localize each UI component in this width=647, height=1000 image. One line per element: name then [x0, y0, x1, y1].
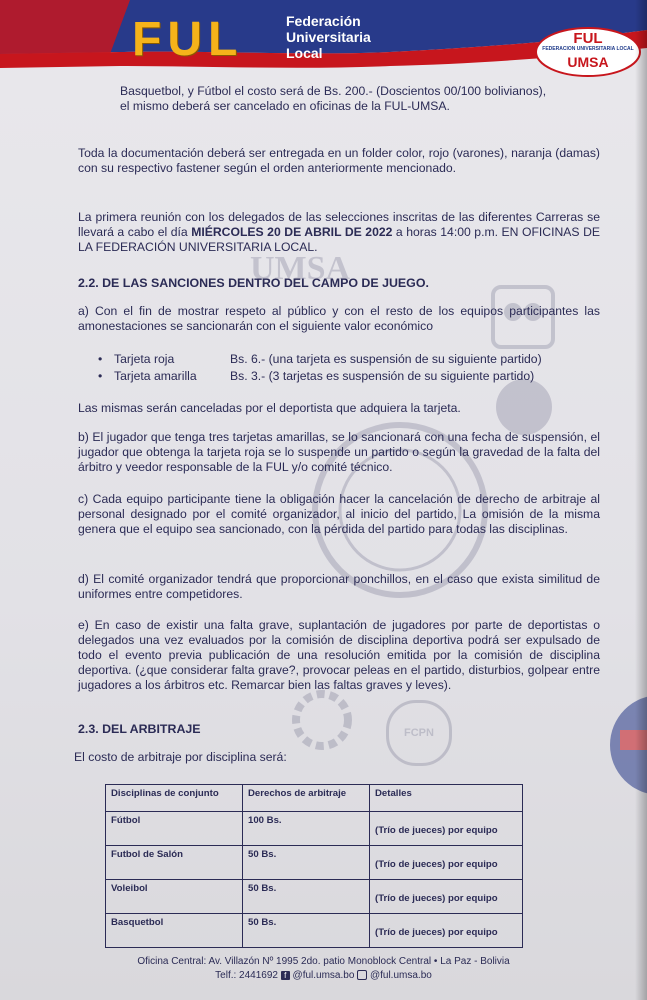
discipline-cell: Futbol de Salón [106, 846, 243, 880]
paragraph-first-meeting [78, 210, 600, 255]
text-line: Basquetbol, y Fútbol el costo será de Bs. 200.- (Doscientos 00/100 bolivianos), [120, 84, 547, 98]
gear-watermark-icon [292, 690, 352, 750]
fee-cell: 50 Bs. [243, 846, 370, 880]
detail-text: (Trío de jueces) por equipo [375, 927, 498, 938]
meeting-text: La primera reunión con los delegados de las selecciones inscritas de las diferentes Carreras se llevará a cabo el día [78, 210, 600, 239]
table-row [106, 812, 523, 846]
instagram-icon [357, 970, 367, 980]
facebook-icon: f [281, 971, 290, 980]
paragraph-sanction-e: e) En caso de existir una falta grave, suplantación de jugadores por parte de deportistas o delegados una vez evaluados por la comisión de disciplina deportiva podrá ser expulsado de todo el evento previa publicación de una resolución emitida por la comisión de disciplina deportiva. (¿que considerar falta grave?, provocar peleas en el partido, disturbios, golpear entre jugadores a los árbitros etc. Remarcar bien las faltas graves y leves). [78, 618, 600, 692]
organization-name [286, 13, 371, 61]
table-row [106, 914, 523, 948]
detail-cell [370, 914, 523, 948]
office-address: Oficina Central: Av. Villazón Nº 1995 2do. patio Monoblock Central • La Paz - Bolivia [137, 956, 510, 967]
paragraph-sanction-d: d) El comité organizador tendrá que proporcionar ponchillos, en el caso que exista similitud de uniformes entre competidores. [78, 572, 600, 601]
column-header: Derechos de arbitraje [243, 785, 370, 812]
contact-line [0, 969, 647, 983]
fee-cell: 50 Bs. [243, 914, 370, 948]
text-line: el mismo deberá ser cancelado en oficinas de la FUL-UMSA. [120, 99, 450, 113]
facebook-handle: @ful.umsa.bo [292, 970, 355, 981]
detail-cell [370, 880, 523, 914]
badge-subtitle: FEDERACION UNIVERSITARIA LOCAL [542, 46, 634, 52]
list-item [98, 369, 598, 384]
detail-text: (Trío de jueces) por equipo [375, 859, 498, 870]
org-name-line: Federación [286, 13, 361, 29]
card-value: Bs. 6.- (una tarjeta es suspensión de su siguiente partido) [230, 352, 542, 366]
detail-cell [370, 846, 523, 880]
discipline-cell: Voleibol [106, 880, 243, 914]
instagram-handle: @ful.umsa.bo [369, 970, 432, 981]
card-value: Bs. 3.- (3 tarjetas es suspensión de su siguiente partido) [230, 369, 535, 383]
ful-logo-text: FUL [132, 13, 244, 66]
umsa-watermark: UMSA [250, 250, 351, 287]
paragraph-sanction-a: a) Con el fin de mostrar respeto al público y con el resto de los equipos participantes las amonestaciones se sancionarán con el siguiente valor económico [78, 304, 600, 333]
section-heading-sanctions: 2.2. DE LAS SANCIONES DENTRO DEL CAMPO DE JUEGO. [78, 276, 429, 290]
detail-text: (Trío de jueces) por equipo [375, 825, 498, 836]
page-edge-shadow [635, 0, 647, 1000]
detail-text: (Trío de jueces) por equipo [375, 893, 498, 904]
badge-umsa-text: UMSA [567, 54, 609, 70]
section-heading-refereeing: 2.3. DEL ARBITRAJE [78, 722, 201, 736]
column-header: Disciplinas de conjunto [106, 785, 243, 812]
table-row [106, 846, 523, 880]
paragraph-card-payment: Las mismas serán canceladas por el deportista que adquiera la tarjeta. [78, 401, 461, 415]
paragraph-sanction-b: b) El jugador que tenga tres tarjetas amarillas, se lo sancionará con una fecha de suspensión, el jugador que obtenga la tarjeta roja se lo suspende un partido o según la gravedad de la falta del árbitro y veedor responsable de la FUL y/o comité técnico. [78, 430, 600, 474]
bullet-icon: • [98, 369, 103, 383]
refereeing-fee-table [105, 784, 523, 948]
table-row [106, 880, 523, 914]
table-header-row [106, 785, 523, 812]
phone-number: Telf.: 2441692 [215, 970, 278, 981]
fcpn-watermark: FCPN [386, 700, 452, 766]
badge-ful-text: FUL [573, 30, 603, 47]
paragraph-registration-cost [120, 84, 600, 114]
discipline-cell: Basquetbol [106, 914, 243, 948]
ful-umsa-badge [536, 30, 640, 74]
column-header: Detalles [370, 785, 523, 812]
list-item [98, 352, 598, 367]
card-name: Tarjeta roja [114, 352, 175, 366]
bullet-icon: • [98, 352, 103, 366]
letterhead [0, 0, 647, 78]
fee-cell: 100 Bs. [243, 812, 370, 846]
paragraph-refereeing-cost: El costo de arbitraje por disciplina será: [74, 750, 287, 764]
paragraph-sanction-c: c) Cada equipo participante tiene la obligación hacer la cancelación de derecho de arbitraje al personal designado por el comité organizador, al inicio del partido, La omisión de la misma genera que el equipo sea sancionado, con la pérdida del partido para todas las disciplinas. [78, 492, 600, 536]
fee-cell: 50 Bs. [243, 880, 370, 914]
card-name: Tarjeta amarilla [114, 369, 197, 383]
paragraph-documentation: Toda la documentación deberá ser entregada en un folder color, rojo (varones), naranja (damas) con su respectivo fastener según el orden anteriormente mencionado. [78, 146, 600, 175]
discipline-cell: Fútbol [106, 812, 243, 846]
detail-cell [370, 812, 523, 846]
org-name-line: Local [286, 45, 323, 61]
meeting-date: MIÉRCOLES 20 DE ABRIL DE 2022 [191, 225, 393, 239]
letterhead-footer [0, 955, 647, 983]
meeting-text-end: a horas 14:00 p.m. EN OFICINAS DE LA FEDERACIÓN UNIVERSITARIA LOCAL. [78, 225, 601, 254]
org-name-line: Universitaria [286, 29, 371, 45]
